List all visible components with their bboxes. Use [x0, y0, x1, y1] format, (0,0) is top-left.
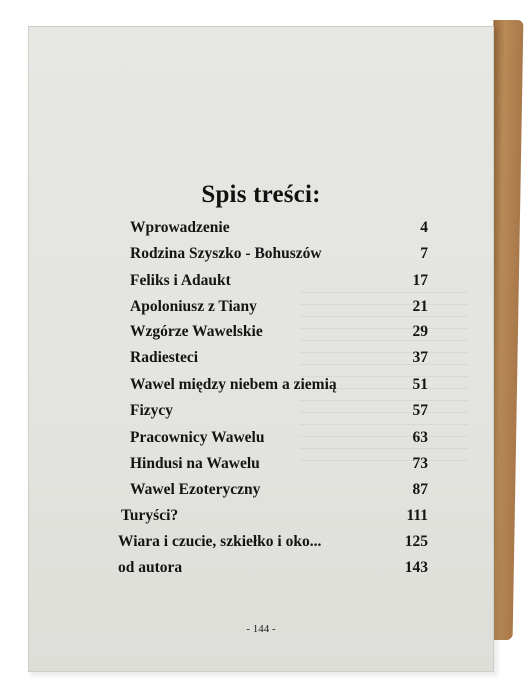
toc-entry-page: 21	[412, 298, 428, 315]
toc-entry	[29, 533, 493, 559]
toc-entry	[29, 298, 493, 324]
toc-entry-page: 57	[412, 402, 428, 419]
toc-entry-label: Feliks i Adaukt	[130, 272, 231, 289]
toc-entry-page: 125	[404, 533, 428, 550]
toc-entry-page: 7	[420, 245, 428, 262]
toc-entry-label: Turyści?	[121, 507, 179, 524]
toc-entry	[29, 245, 493, 271]
toc-entry	[29, 272, 493, 298]
page-title: Spis treści:	[201, 181, 321, 208]
book-page	[28, 26, 494, 672]
toc-entry	[29, 349, 493, 375]
toc-entry	[29, 559, 493, 585]
toc-entry	[29, 219, 493, 245]
toc-entry-page: 143	[404, 559, 428, 576]
toc-entry	[29, 323, 493, 349]
toc-entry-page: 87	[412, 481, 428, 498]
toc-entry	[29, 481, 493, 507]
toc-entry	[29, 429, 493, 455]
toc-entry-label: Radiesteci	[130, 349, 199, 366]
toc-entry-page: 73	[412, 455, 428, 472]
toc-entry-label: Wprowadzenie	[130, 219, 230, 236]
toc-entry	[29, 455, 493, 481]
toc-entry-page: 111	[406, 507, 428, 524]
toc-entry-label: Pracownicy Wawelu	[130, 429, 265, 446]
page-number-footer: - 144 -	[246, 623, 276, 635]
toc-entry	[29, 402, 493, 428]
toc-entry-label: Hindusi na Wawelu	[130, 455, 260, 472]
toc-entry-label: Rodzina Szyszko - Bohuszów	[130, 245, 322, 262]
toc-entry-page: 17	[412, 272, 428, 289]
toc-entry	[29, 376, 493, 402]
toc-entry-page: 37	[412, 349, 428, 366]
toc-entry-page: 29	[412, 323, 428, 340]
toc-entry-label: od autora	[118, 559, 183, 576]
toc-entry-label: Wawel między niebem a ziemią	[130, 376, 337, 393]
toc-entry-label: Fizycy	[130, 402, 174, 419]
toc-entry-label: Apoloniusz z Tiany	[130, 298, 257, 315]
toc-entry-label: Wiara i czucie, szkiełko i oko...	[118, 533, 322, 550]
toc-entry-page: 4	[420, 219, 428, 236]
toc-entry-label: Wzgórze Wawelskie	[130, 323, 263, 340]
toc-entry-label: Wawel Ezoteryczny	[130, 481, 261, 498]
toc-entry-page: 63	[412, 429, 428, 446]
toc-entry	[29, 507, 493, 533]
toc-entry-page: 51	[412, 376, 428, 393]
